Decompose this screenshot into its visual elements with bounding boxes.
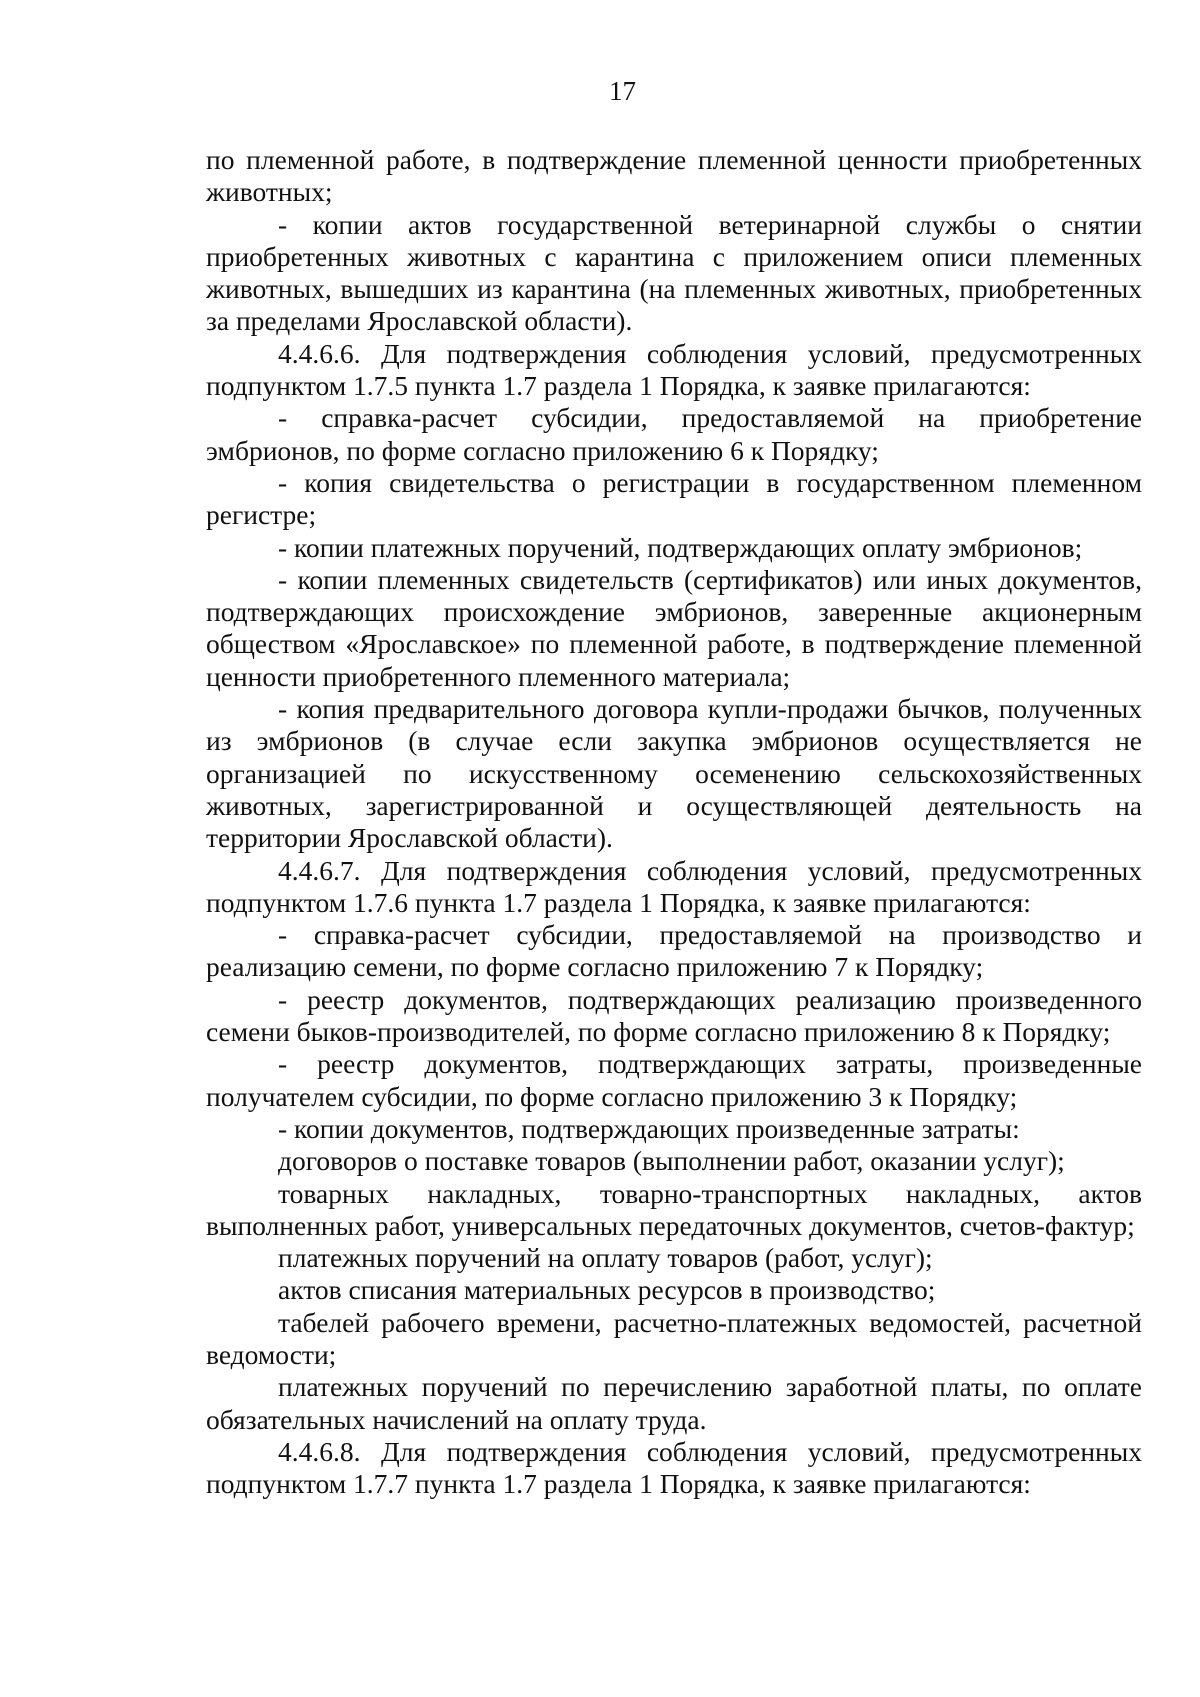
list-item-vet-acts: - копии актов государственной ветеринарной службы о снятии приобретенных животных с карантина с приложением описи племенных животных, вышедших из карантина (на племенных животных, приобретенных за пределами Ярославской области). [206,208,1142,337]
page-number: 17 [609,76,636,106]
list-item-subsidy-calc-semen: - справка-расчет субсидии, предоставляемой на производство и реализацию семени, по форме согласно приложению 7 к Порядку; [206,919,1142,983]
sub-item-waybills: товарных накладных, товарно-транспортных накладных, актов выполненных работ, универсальных передаточных документов, счетов-фактур; [206,1177,1142,1241]
list-item-subsidy-calc-embryos: - справка-расчет субсидии, предоставляемой на приобретение эмбрионов, по форме согласно приложению 6 к Порядку; [206,402,1142,466]
sub-item-write-off-acts: актов списания материальных ресурсов в производство; [278,1274,936,1306]
sub-item-salary-payments: платежных поручений по перечислению заработной платы, по оплате обязательных начислений на оплату труда. [206,1371,1142,1435]
sub-item-payment-orders-goods: платежных поручений на оплату товаров (работ, услуг); [278,1242,933,1274]
clause-4-4-6-6: 4.4.6.6. Для подтверждения соблюдения условий, предусмотренных подпунктом 1.7.5 пункта 1.7 раздела 1 Порядка, к заявке прилагаются: [206,337,1142,402]
paragraph-continuation: по племенной работе, в подтверждение племенной ценности приобретенных животных; [206,144,1142,208]
sub-item-timesheets: табелей рабочего времени, расчетно-платежных ведомостей, расчетной ведомости; [206,1306,1142,1370]
list-item-registry-certificate: - копия свидетельства о регистрации в государственном племенном регистре; [206,466,1142,531]
list-item-cost-documents: - копии документов, подтверждающих произведенные затраты: [278,1112,1020,1144]
document-body [206,144,1142,1500]
list-item-semen-sales-registry: - реестр документов, подтверждающих реализацию произведенного семени быков-производителей, по форме согласно приложению 8 к Порядку; [206,983,1142,1048]
sub-item-supply-contracts: договоров о поставке товаров (выполнении работ, оказании услуг); [278,1145,1065,1177]
clause-4-4-6-7: 4.4.6.7. Для подтверждения соблюдения условий, предусмотренных подпунктом 1.7.6 пункта 1.7 раздела 1 Порядка, к заявке прилагаются: [206,854,1142,918]
list-item-breeding-certificates: - копии племенных свидетельств (сертификатов) или иных документов, подтверждающих происхождение эмбрионов, заверенные акционерным обществом «Ярославское» по племенной работе, в подтверждение племенной ценности приобретенного племенного материала; [206,563,1142,692]
clause-4-4-6-8: 4.4.6.8. Для подтверждения соблюдения условий, предусмотренных подпунктом 1.7.7 пункта 1.7 раздела 1 Порядка, к заявке прилагаются: [206,1435,1142,1500]
list-item-preliminary-contract: - копия предварительного договора купли-продажи бычков, полученных из эмбрионов (в случае если закупка эмбрионов осуществляется не организацией по искусственному осеменению сельскохозяйственных животных, зарегистрированной и осуществляющей деятельность на территории Ярославской области). [206,693,1142,854]
list-item-payment-orders-embryos: - копии платежных поручений, подтверждающих оплату эмбрионов; [278,531,1083,563]
list-item-costs-registry: - реестр документов, подтверждающих затраты, произведенные получателем субсидии, по форме согласно приложению 3 к Порядку; [206,1048,1142,1112]
